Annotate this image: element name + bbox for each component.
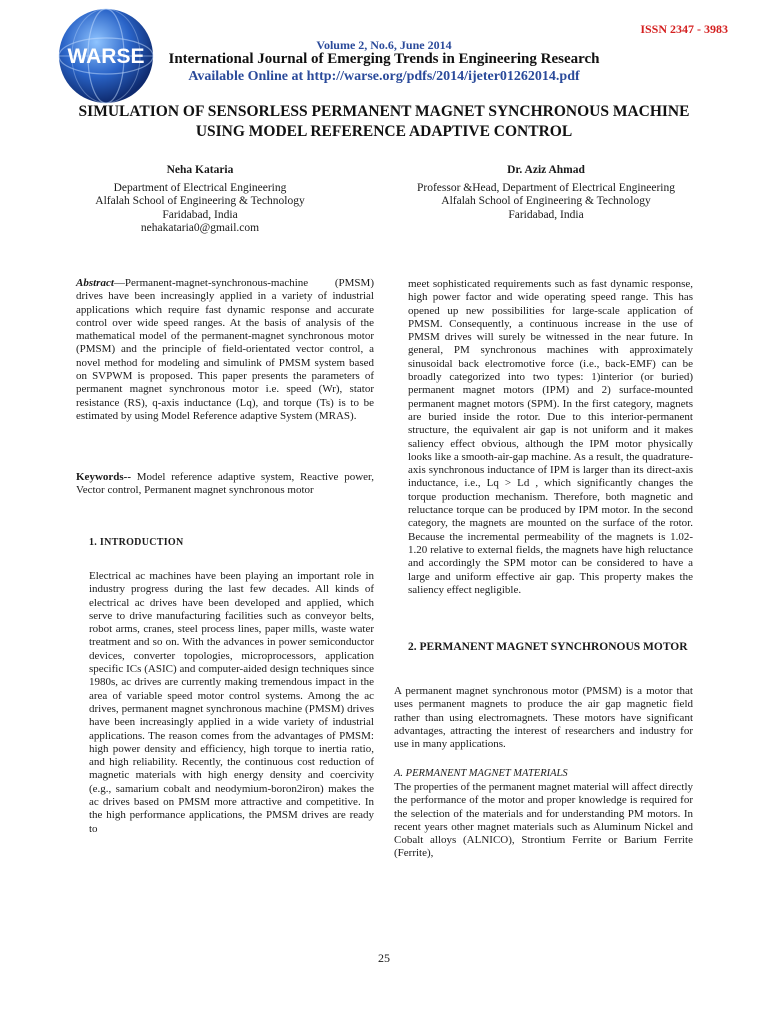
author-affiliation-line: Alfalah School of Engineering & Technology — [441, 195, 651, 207]
author-name: Neha Kataria — [166, 164, 234, 176]
issn: ISSN 2347 - 3983 — [640, 22, 728, 36]
author-name: Dr. Aziz Ahmad — [507, 164, 585, 176]
keywords-text: Model reference adaptive system, Reactive power, Vector control, Permanent magnet synchronous motor — [76, 471, 374, 497]
subsection-heading: A. PERMANENT MAGNET MATERIALS — [394, 768, 568, 779]
keywords-label: Keywords-- — [76, 471, 131, 483]
author-affiliation-line: Professor &Head, Department of Electrical Engineering — [416, 181, 675, 194]
section2-text — [394, 685, 693, 751]
subsection-text — [394, 781, 693, 861]
page-number: 25 — [378, 951, 390, 965]
author-block — [386, 164, 706, 222]
paper-title: SIMULATION OF SENSORLESS PERMANENT MAGNET SYNCHRONOUS MACHINE USING MODEL REFERENCE ADAPTIVE CONTROL — [78, 103, 690, 140]
abstract-text: —Permanent-magnet-synchronous-machine (PMSM) drives have been increasingly applied in a variety of industrial applications which require fast dynamic response and accurate control over wide speed ranges. At the basis of analysis of the mathematical model of the permanent-magnet synchronous motor (PMSM) and the principle of field-orientated vector control, a novel method for modeling and simulink of PMSM system based on SVPWM is proposed. This paper presents the parameters of permanent magnet synchronous motor i.e. speed (Wr), stator resistance (RS), q-axis inductance (Lq), and torque (Ts) is to be estimated by using Model Reference adaptive System (MRAS). — [76, 277, 374, 422]
paragraph: Electrical ac machines have been playing an important role in industry progress during the last few decades. All kinds of electrical ac drives have been developed and applied, which serve to drive manufacturing facilities such as conveyor belts, robot arms, cranes, steel process lines, paper mills, waste water treatment and so on. With the advances in power semiconductor devices, converter topologies, microprocessors, application specific ICs (ASIC) and computer-aided design techniques since 1980s, ac drives are currently making tremendous impact in the area of variable speed motor control systems. Among the ac drives, permanent magnet synchronous machine (PMSM) drives have been increasingly applied in a wide variety of industrial applications. The reason comes from the advantages of PMSM: high power density and efficiency, high torque to inertia ratio, and high reliability. Recently, the continuous cost reduction of magnetic materials with high energy density and coercivity (e.g., samarium cobalt and neodymium-boron2iron) makes the ac drives based on PMSM more attractive and competitive. In the high performance applications, the PMSM drives are ready to — [89, 570, 374, 835]
paragraph: The properties of the permanent magnet material will affect directly the performance of the motor and proper knowledge is required for the selection of the materials and for understanding PM motors. In recent years other magnet materials such as Aluminum Nickel and Cobalt alloys (ALNICO), Strontium Ferrite or Barium Ferrite (Ferrite), — [394, 781, 693, 860]
volume-info: Volume 2, No.6, June 2014 — [316, 38, 452, 52]
author-affiliation-line: Faridabad, India — [162, 208, 238, 221]
author-affiliation-line: Department of Electrical Engineering — [113, 181, 287, 194]
abstract-label: Abstract — [76, 277, 114, 289]
right-column-text — [408, 278, 693, 597]
online-url[interactable]: Available Online at http://warse.org/pdfs/2014/ijeter01262014.pdf — [188, 69, 580, 84]
section-heading-pmsm: 2. PERMANENT MAGNET SYNCHRONOUS MOTOR — [408, 641, 688, 653]
author-affiliation-line: Faridabad, India — [508, 208, 584, 221]
logo-text: WARSE — [67, 45, 145, 68]
author-block — [40, 164, 360, 236]
section-heading-introduction: 1. INTRODUCTION — [89, 537, 184, 548]
paragraph: meet sophisticated requirements such as fast dynamic response, high power factor and wide operating speed range. This has opened up new possibilities for large-scale application of PMSM. Consequently, a continuous increase in the use of PMSM drives will surely be witnessed in the near future. In general, PM synchronous machines with approximately sinusoidal back electromotive force (i.e., back-EMF) can be broadly categorized into two types: 1)interior (or buried) permanent magnet motors (IPM) and 2) surface-mounted permanent magnet motors (SPM). In the first category, magnets are buried inside the rotor. Due to this interior-permanent structure, the equivalent air gap is not uniform and it makes saliency effect obvious, although the IPM motor physically looks like a smooth-air-gap machine. As a result, the quadrature-axis synchronous inductance of IPM is larger than its direct-axis inductance, i.e., Lq > Ld , which significantly changes the torque production mechanism. Therefore, both magnetic and reluctance torque can be produced by IPM motor. In the second category, the magnets are mounted on the surface of the rotor. Because the incremental permeability of the magnets is 1.02-1.20 relative to external fields, the magnets have high reluctance and accordingly the SPM motor can be considered to have a large and uniform effective air gap. This property makes the saliency effect negligible. — [408, 278, 693, 596]
keywords — [76, 471, 374, 498]
journal-name: International Journal of Emerging Trends in Engineering Research — [168, 51, 600, 67]
abstract — [76, 277, 374, 423]
paragraph: A permanent magnet synchronous motor (PMSM) is a motor that uses permanent magnets to produce the air gap magnetic field rather than using electromagnets. These motors have significant advantages, attracting the interest of researchers and industry for use in many applications. — [394, 685, 693, 751]
author-email[interactable]: nehakataria0@gmail.com — [140, 222, 260, 234]
author-affiliation-line: Alfalah School of Engineering & Technology — [95, 195, 305, 207]
introduction-text — [89, 570, 374, 836]
